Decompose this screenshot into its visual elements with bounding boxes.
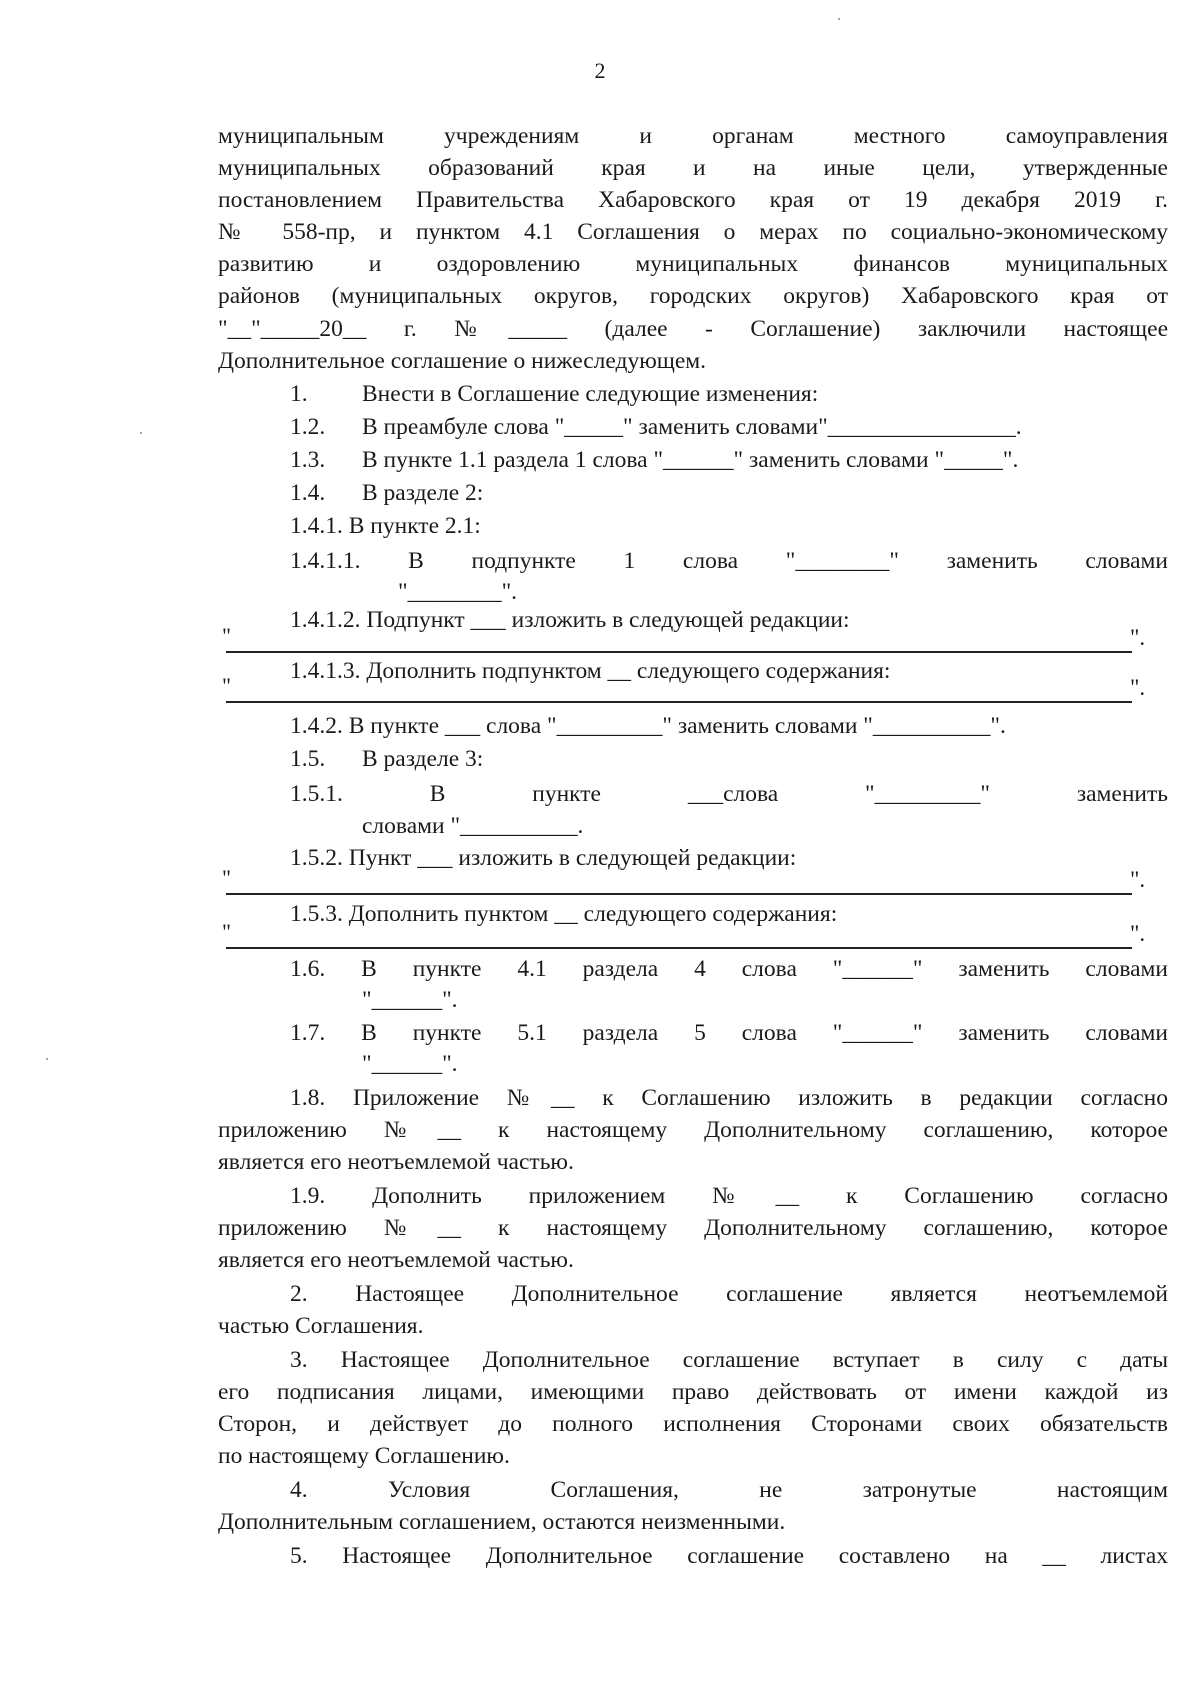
paragraph-line: районов (муниципальных округов, городских округов) Хабаровского края от — [218, 283, 1168, 309]
item-1-4-1-1-cont: "________". — [398, 579, 518, 605]
item-1-5-2: 1.5.2. Пункт ___ изложить в следующей редакции: — [290, 845, 797, 871]
blank-open-quote: " — [222, 673, 231, 698]
blank-open-quote: " — [222, 623, 231, 648]
clause-5: 5. Настоящее Дополнительное соглашение составлено на __ листах — [290, 1543, 1168, 1569]
blank-open-quote: " — [222, 865, 231, 890]
paragraph-line: развитию и оздоровлению муниципальных финансов муниципальных — [218, 251, 1168, 277]
item-1-4-2: 1.4.2. В пункте ___ слова "_________" заменить словами "__________". — [290, 713, 1006, 739]
item-1-4-1-1: 1.4.1.1. В подпункте 1 слова "________" заменить словами — [290, 548, 1168, 574]
item-1-5-1-cont: словами "__________. — [362, 813, 584, 839]
clause-3-cont: по настоящему Соглашению. — [218, 1443, 510, 1469]
item-1-9-cont: является его неотъемлемой частью. — [218, 1247, 574, 1273]
item-1-9-cont: приложению №__ к настоящему Дополнительному соглашению, которое — [218, 1215, 1168, 1241]
item-1-8-cont: приложению №__ к настоящему Дополнительному соглашению, которое — [218, 1117, 1168, 1143]
clause-2-cont: частью Соглашения. — [218, 1313, 424, 1339]
paragraph-line: Дополнительное соглашение о нижеследующем. — [218, 348, 707, 374]
paragraph-line: постановлением Правительства Хабаровского края от 19 декабря 2019 г. — [218, 187, 1168, 213]
scan-speck — [838, 18, 840, 20]
blank-close-quote: ". — [1130, 625, 1146, 650]
clause-3-cont: Сторон, и действует до полного исполнения Сторонами своих обязательств — [218, 1411, 1168, 1437]
paragraph-line: муниципальных образований края и на иные цели, утвержденные — [218, 155, 1168, 181]
clause-3-cont: его подписания лицами, имеющими право действовать от имени каждой из — [218, 1379, 1168, 1405]
blank-open-quote: " — [222, 919, 231, 944]
item-1-4-1: 1.4.1. В пункте 2.1: — [290, 513, 481, 539]
item-1-9: 1.9. Дополнить приложением №__ к Соглашению согласно — [290, 1183, 1168, 1209]
item-1-8: 1.8. Приложение №__ к Соглашению изложить в редакции согласно — [290, 1085, 1168, 1111]
item-1-6-cont: "______". — [362, 987, 458, 1013]
item-1-5: 1.5. В разделе 3: — [290, 746, 484, 772]
blank-line — [226, 893, 1132, 895]
blank-close-quote: ". — [1130, 921, 1146, 946]
page-number: 2 — [594, 58, 606, 83]
item-1-3: 1.3. В пункте 1.1 раздела 1 слова "______" заменить словами "_____". — [290, 447, 1019, 473]
blank-close-quote: ". — [1130, 867, 1146, 892]
scan-speck — [140, 432, 142, 434]
item-1-4: 1.4. В разделе 2: — [290, 480, 484, 506]
clause-2: 2. Настоящее Дополнительное соглашение является неотъемлемой — [290, 1281, 1168, 1307]
item-1-8-cont: является его неотъемлемой частью. — [218, 1149, 574, 1175]
paragraph-line: № 558-пр, и пунктом 4.1 Соглашения о мерах по социально-экономическому — [218, 219, 1168, 245]
item-1-5-1: 1.5.1. В пункте ___слова "_________" заменить — [290, 781, 1168, 807]
clause-4: 4. Условия Соглашения, не затронутые настоящим — [290, 1477, 1168, 1503]
item-1-5-3: 1.5.3. Дополнить пунктом __ следующего содержания: — [290, 901, 838, 927]
blank-line — [226, 947, 1132, 949]
blank-line — [226, 651, 1132, 653]
item-1-4-1-3: 1.4.1.3. Дополнить подпунктом __ следующего содержания: — [290, 658, 891, 684]
paragraph-line: "__"_____20__ г. №_____ (далее - Соглашение) заключили настоящее — [218, 316, 1168, 342]
blank-close-quote: ". — [1130, 675, 1146, 700]
item-1-6: 1.6. В пункте 4.1 раздела 4 слова "______" заменить словами — [290, 956, 1168, 982]
paragraph-line: муниципальным учреждениям и органам местного самоуправления — [218, 123, 1168, 149]
clause-4-cont: Дополнительным соглашением, остаются неизменными. — [218, 1509, 786, 1535]
item-1-7-cont: "______". — [362, 1051, 458, 1077]
item-1-4-1-2: 1.4.1.2. Подпункт ___ изложить в следующей редакции: — [290, 607, 850, 633]
scan-speck — [46, 1058, 48, 1060]
item-1: 1. Внести в Соглашение следующие изменения: — [290, 381, 819, 407]
blank-line — [226, 701, 1132, 703]
clause-3: 3. Настоящее Дополнительное соглашение вступает в силу с даты — [290, 1347, 1168, 1373]
item-1-7: 1.7. В пункте 5.1 раздела 5 слова "______" заменить словами — [290, 1020, 1168, 1046]
item-1-2: 1.2. В преамбуле слова "_____" заменить словами"________________. — [290, 414, 1022, 440]
